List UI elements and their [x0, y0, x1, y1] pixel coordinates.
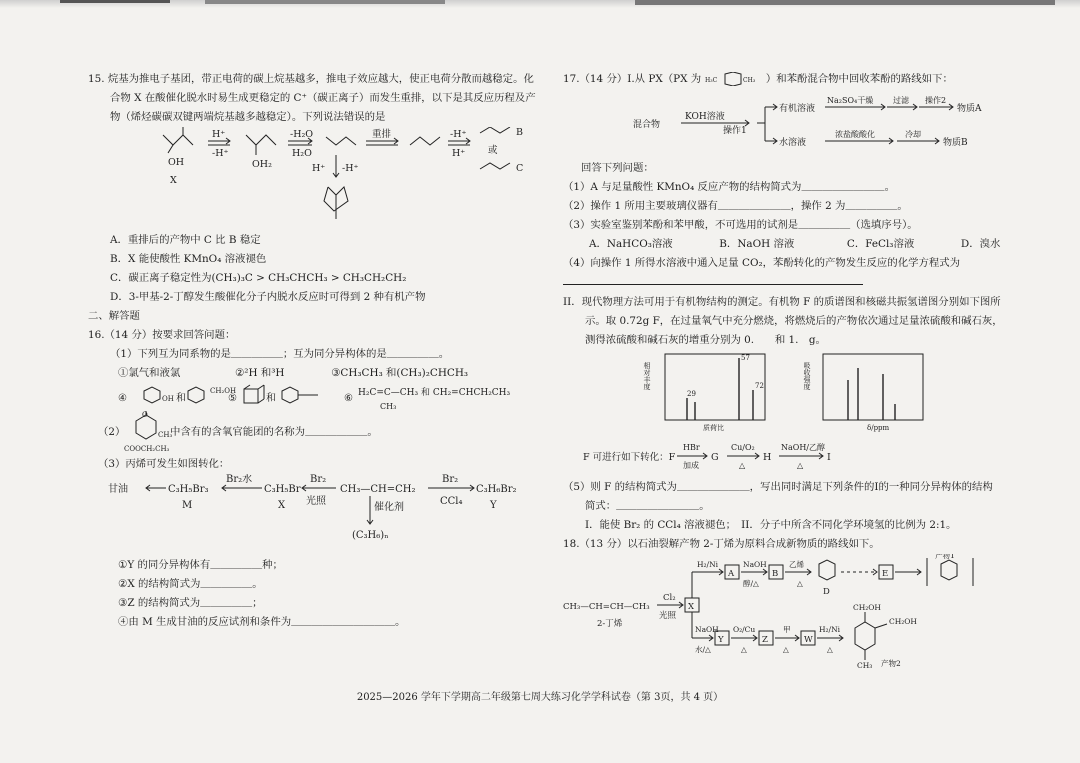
q15-option-d[interactable]: D．3-甲基-2-丁醇发生酸催化分子内脱水反应时可得到 2 种有机产物 — [110, 291, 426, 303]
q17-ii-line3: 测得浓硫酸和碱石灰的增重分别为 0. 和 1. g。 — [585, 334, 826, 346]
q15-reaction-scheme — [148, 127, 528, 227]
conv-naoh: NaOH/乙醇 — [781, 443, 825, 452]
flow-aqueous: 水溶液 — [779, 138, 807, 148]
flow-mix: 混合物 — [633, 120, 661, 130]
q17-flow — [631, 93, 1031, 155]
scan-top-edge — [0, 0, 1080, 8]
q16-subquestions — [88, 556, 548, 632]
conv-g: G — [711, 452, 719, 463]
flow-op2: 操作2 — [925, 96, 947, 105]
glycerol-label: 甘油 — [108, 484, 128, 495]
q17-intro: 回答下列问题： — [581, 162, 654, 174]
catalyst-label: 催化剂 — [374, 502, 404, 513]
right-column — [563, 70, 1023, 676]
q15-stem-line1: 烷基为推电子基团，带正电荷的碳上烷基越多，推电子效应越大，使正电荷分散而越稳定。化 — [107, 73, 534, 85]
q17-item1[interactable]: （1）A 与足量酸性 KMnO₄ 反应产物的结构简式为＿＿＿＿＿＿＿＿。 — [563, 181, 895, 193]
q16-sub2[interactable]: ②X 的结构简式为＿＿＿＿＿。 — [118, 578, 263, 590]
q15-number: 15. — [88, 73, 105, 85]
q16-part1: （1）下列互为同系物的是＿＿＿＿＿；互为同分异构体的是＿＿＿＿＿。 — [110, 348, 450, 360]
q17-choice-b[interactable]: B．NaOH 溶液 — [719, 238, 795, 250]
m-label: M — [182, 500, 193, 511]
q15-stem-line3: 物（烯烃碳碳双键两端烷基越多越稳定）。下列说法错误的是 — [110, 111, 386, 123]
px-structure — [705, 72, 763, 86]
q16-item6-text: H₂C=C—CH₃ 和 CH₂=CHCH₂CH₃ — [358, 388, 511, 398]
ccl4-label: CCl₄ — [440, 496, 463, 507]
q18-naoh1: NaOH — [743, 560, 767, 569]
q15-stem-line2: 合物 X 在酸催化脱水时易生成更稳定的 C⁺（碳正离子）而发生重排，以下是其反应历程及产 — [110, 92, 536, 104]
q18-product2: 产物2 — [881, 659, 901, 668]
spectra-figures — [643, 350, 943, 434]
q16-part2-text: 中含有的含氧官能团的名称为＿＿＿＿＿＿。 — [170, 426, 378, 438]
flow-filter: 过滤 — [893, 96, 909, 105]
q17-item5a[interactable]: （5）则 F 的结构简式为＿＿＿＿＿＿＿，写出同时满足下列条件的I的一种同分异构体的结构 — [563, 481, 993, 493]
q18-cl2: Cl₂ — [663, 593, 676, 603]
q17-item2[interactable]: （2）操作 1 所用主要玻璃仪器有＿＿＿＿＿＿＿，操作 2 为＿＿＿＿＿。 — [563, 200, 908, 212]
rearr-label: 重排 — [372, 129, 392, 140]
light-label: 光照 — [306, 496, 326, 507]
q15-option-a[interactable]: A．重排后的产物中 C 比 B 稳定 — [110, 234, 261, 246]
q18-naoh2: NaOH — [695, 625, 719, 634]
conv-add: 加成 — [683, 461, 699, 470]
q16-items-row1 — [88, 364, 548, 383]
q18-e: E — [882, 569, 889, 579]
q18-ethylene: 乙烯 — [789, 560, 804, 569]
left-column — [88, 70, 548, 632]
down-bottom: -H⁺ — [342, 163, 359, 174]
arrow3-bottom: H⁺ — [452, 148, 466, 159]
conv-delta1: △ — [739, 461, 746, 470]
nmr-xlabel: δ/ppm — [867, 424, 890, 432]
conv-i: I — [827, 452, 831, 463]
q18-light: 光照 — [659, 611, 677, 621]
q18-h2ni: H₂/Ni — [697, 560, 719, 569]
flow-na2so4: Na₂SO₄干燥 — [827, 96, 874, 105]
q18-h2ni2: H₂/Ni — [819, 625, 841, 634]
c-label: C — [516, 163, 524, 174]
q16-scheme3 — [106, 474, 526, 546]
q15-stem — [88, 70, 548, 127]
q16-item6-sub: CH₃ — [380, 402, 397, 411]
q18-header: 18.（13 分）以石油裂解产物 2-丁烯为原料合成新物质的路线如下。 — [563, 538, 880, 550]
q16-item3: ③CH₃CH₃ 和(CH₃)₂CHCH₃ — [331, 367, 469, 379]
q18-jia: 甲 — [783, 625, 791, 634]
q17-choice-a[interactable]: A．NaHCO₃溶液 — [589, 238, 673, 250]
q16-items-row2 — [88, 383, 548, 411]
section-heading: 二、解答题 — [88, 310, 140, 322]
ms-peak-72: 72 — [755, 382, 764, 390]
b-label: B — [516, 127, 523, 138]
q18-delta4: △ — [827, 645, 833, 654]
conv-h: H — [763, 452, 772, 463]
x-label-2: X — [278, 500, 286, 511]
arrow1-top: H⁺ — [212, 129, 226, 140]
butene-name: 2-丁烯 — [597, 619, 623, 629]
ms-peak-29: 29 — [687, 390, 696, 398]
q16-item4-num: ④ — [118, 393, 127, 404]
flow-organic: 有机溶液 — [779, 104, 816, 114]
q17-item4-blank[interactable] — [563, 273, 1023, 289]
q17-item5b[interactable]: 简式：＿＿＿＿＿＿＿＿。 — [585, 500, 710, 512]
q16-item1: ①氯气和液氯 — [118, 367, 181, 379]
conv-hbr: HBr — [683, 443, 700, 452]
benzyl-ch2oh: CH₂OH — [210, 387, 237, 395]
y-label: Y — [490, 500, 497, 511]
q16-sub3[interactable]: ③Z 的结构简式为＿＿＿＿＿； — [118, 597, 263, 609]
oh2-label: OH₂ — [252, 159, 272, 170]
arrow2-bottom: H₂O — [292, 148, 312, 159]
q18-delta1: △ — [797, 579, 803, 588]
q18-x: X — [688, 602, 695, 612]
x-oh-label: OH — [168, 157, 185, 168]
q18-d: D — [823, 587, 830, 597]
q17-header-tail: ）和苯酚混合物中回收苯酚的路线如下： — [765, 73, 953, 85]
q17-choice-d[interactable]: D．溴水 — [960, 238, 1001, 250]
q16-part2-num: （2） — [98, 426, 126, 438]
q15-option-c[interactable]: C．碳正离子稳定性为(CH₃)₃C > CH₃CHCH₃ > CH₃CH₂CH₂ — [110, 272, 407, 284]
q18-y: Y — [718, 635, 724, 645]
propene: CH₃—CH=CH₂ — [340, 484, 416, 495]
q16-part3: （3）丙烯可发生如图转化： — [98, 458, 230, 470]
arrow3-top: -H⁺ — [450, 129, 467, 140]
q18-water: 水/△ — [695, 645, 711, 654]
q18-ch3: CH₃ — [857, 661, 873, 670]
q17-ii-line2: 示。取 0.72g F，在过量氧气中充分燃烧，将燃烧后的产物依次通过足量浓硫酸和碱石灰， — [585, 315, 1003, 327]
q17-conditions: I．能使 Br₂ 的 CCl₄ 溶液褪色； II．分子中所含不同化学环境氢的比例为 2:1。 — [585, 519, 957, 531]
q16-item5-num: ⑤ — [228, 393, 237, 404]
q18-o2cu: O₂/Cu — [733, 625, 756, 634]
flow-koh: KOH溶液 — [685, 112, 725, 122]
x-label: X — [170, 175, 177, 186]
ms-peak-57: 57 — [741, 354, 750, 362]
q18-ch2oh-side: CH₂OH — [889, 617, 917, 626]
br2-label-2: Br₂ — [442, 474, 459, 485]
q18-z: Z — [762, 635, 768, 645]
conv-delta2: △ — [797, 461, 804, 470]
q18-ch2oh-top: CH₂OH — [853, 603, 881, 612]
q16-item5-and: 和 — [266, 393, 276, 404]
q16-item6-num: ⑥ — [344, 393, 353, 404]
q16-row2-structures — [118, 383, 538, 411]
ms-ylabel: 相对丰度 — [643, 362, 651, 390]
px-left: H₃C — [704, 77, 717, 84]
flow-acidify: 浓盐酸酸化 — [835, 130, 875, 139]
q16-part2 — [88, 411, 548, 455]
q18-delta3: △ — [783, 645, 789, 654]
q17-item3[interactable]: （3）实验室鉴别苯酚和苯甲酸，不可选用的试剂是＿＿＿＿＿（选填序号）。 — [563, 219, 918, 231]
down-top: H⁺ — [312, 163, 326, 174]
nmr-ylabel: 吸收强度 — [803, 362, 811, 390]
q17-header-text: 17.（14 分）I.从 PX（PX 为 — [563, 73, 702, 85]
m-formula: C₃H₅Br₃ — [168, 484, 209, 495]
polymer-label: (C₃H₆)ₙ — [352, 530, 389, 541]
ester-label: COOCH₂CH₃ — [124, 445, 170, 453]
px-right: CH₃ — [742, 77, 755, 84]
q17-choice-c[interactable]: C．FeCl₃溶液 — [846, 238, 915, 250]
q18-b: B — [772, 569, 779, 579]
ketone-o: O — [142, 411, 148, 419]
flow-a: 物质A — [957, 104, 982, 114]
or-label: 或 — [488, 145, 498, 156]
flow-b: 物质B — [943, 138, 968, 148]
arrow2-top: -H₂O — [290, 129, 314, 140]
br2-water: Br₂水 — [226, 474, 253, 485]
q15-options — [88, 231, 548, 307]
ms-xlabel: 质荷比 — [703, 424, 724, 432]
butene-formula: CH₃—CH=CH—CH₃ — [563, 602, 650, 612]
q15-option-b[interactable]: B．X 能使酸性 KMnO₄ 溶液褪色 — [110, 253, 267, 265]
q16-sub1[interactable]: ①Y 的同分异构体有＿＿＿＿＿种； — [118, 559, 283, 571]
conv-cuo2: Cu/O₂ — [731, 443, 755, 452]
q18-product1: 产物1 — [935, 554, 955, 560]
y-formula: C₃H₆Br₂ — [476, 484, 517, 495]
br2-label: Br₂ — [310, 474, 327, 485]
q17-header — [563, 70, 1023, 89]
flow-cool: 冷却 — [905, 130, 921, 139]
q16-header: 16.（14 分）按要求回答问题： — [88, 329, 236, 341]
q18-scheme — [563, 554, 1033, 672]
page-footer: 2025—2026 学年下学期高二年级第七周大练习化学学科试卷（第 3页，共 4 页） — [356, 692, 724, 703]
q18-w: W — [804, 635, 813, 645]
q17-item4[interactable]: （4）向操作 1 所得水溶液中通入足量 CO₂，苯酚转化的产物发生反应的化学方程式为 — [563, 257, 961, 269]
x-formula: C₃H₅Br — [264, 484, 301, 495]
phenol-oh: OH — [162, 395, 174, 403]
q17-choices — [563, 235, 1023, 254]
q16-item4-and: 和 — [176, 393, 186, 404]
q18-a: A — [728, 569, 735, 579]
arrow1-bottom: -H⁺ — [212, 148, 229, 159]
q17-ii-line1: II．现代物理方法可用于有机物结构的测定。有机物 F 的质谱图和核磁共振氢谱图分别如下图所 — [563, 296, 1001, 308]
q18-delta2: △ — [741, 645, 747, 654]
q18-alc: 醇/△ — [743, 579, 759, 588]
q17-conversion — [583, 438, 903, 470]
q16-sub4[interactable]: ④由 M 生成甘油的反应试剂和条件为＿＿＿＿＿＿＿＿＿＿。 — [118, 616, 406, 628]
q16-item2: ②²H 和³H — [234, 367, 285, 379]
flow-op1: 操作1 — [723, 126, 747, 136]
conv-prefix: F 可进行如下转化：F — [583, 452, 676, 463]
methyl-label: CH₃ — [158, 431, 173, 439]
